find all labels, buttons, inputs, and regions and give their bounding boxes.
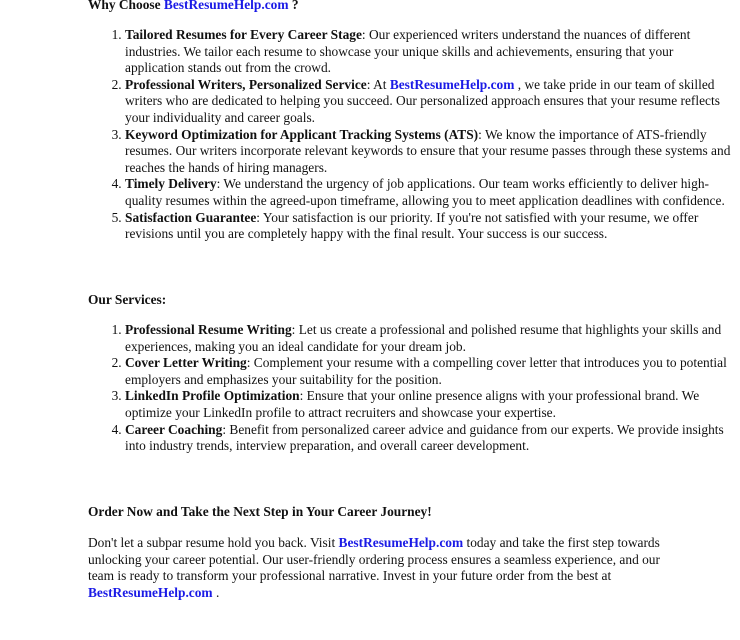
services-heading: Our Services: — [88, 292, 167, 307]
closing-text: . — [212, 584, 220, 600]
order-heading: Order Now and Take the Next Step in Your Career Journey! — [88, 504, 432, 519]
why-item-text: : At — [366, 76, 390, 92]
service-item-term: Professional Resume Writing — [125, 322, 292, 337]
services-list — [88, 322, 735, 455]
brand-link[interactable]: BestResumeHelp.com — [338, 535, 464, 550]
closing-text: today and take the first step towards unlocking your career potential. Our user-friendly ordering process ensures a seamless experience, and our team is ready to transform your professional narrative. Invest in your future order from the best at — [88, 535, 660, 584]
service-item-text: : Complement your resume with a compelling cover letter that introduces you to potential employers and emphasizes your suitability for the position. — [125, 355, 727, 387]
service-item-text: : Benefit from personalized career advice and guidance from our experts. We provide insights into industry trends, interview preparation, and overall career development. — [125, 421, 724, 454]
why-item-term: Timely Delivery — [125, 176, 217, 192]
service-item-term: LinkedIn Profile Optimization — [125, 388, 300, 404]
closing-text: Don't let a subpar resume hold you back. Visit — [88, 535, 339, 550]
why-item-term: Satisfaction Guarantee — [125, 209, 257, 225]
brand-link[interactable]: BestResumeHelp.com — [88, 584, 213, 600]
why-item-delivery — [125, 176, 735, 209]
service-item-term: Cover Letter Writing — [125, 355, 247, 371]
why-choose-list — [88, 27, 735, 243]
service-item-term: Career Coaching — [125, 421, 223, 437]
why-item-term: Professional Writers, Personalized Service — [125, 76, 367, 92]
why-item-term: Tailored Resumes for Every Career Stage — [125, 27, 362, 42]
why-item-text: : We understand the urgency of job applications. Our team works efficiently to deliver high-quality resumes within the agreed-upon timeframe, allowing you to meet application deadlines with confidence. — [125, 176, 725, 208]
why-choose-heading — [88, 0, 299, 13]
why-choose-prefix: Why Choose — [88, 0, 164, 12]
service-item-cover-letter — [125, 355, 735, 388]
why-item-guarantee — [125, 210, 735, 243]
service-item-resume — [125, 322, 735, 355]
why-item-term: Keyword Optimization for Applicant Tracking Systems (ATS) — [125, 126, 479, 142]
service-item-linkedin — [125, 388, 735, 421]
why-choose-suffix: ? — [288, 0, 299, 12]
why-item-keywords — [125, 127, 735, 177]
why-item-tailored — [125, 27, 735, 77]
brand-link[interactable]: BestResumeHelp.com — [163, 0, 289, 12]
closing-paragraph — [88, 535, 688, 601]
service-item-text: : Let us create a professional and polished resume that highlights your skills and experiences, making you an ideal candidate for your dream job. — [125, 322, 722, 354]
why-item-text: , we take pride in our team of skilled writers who are dedicated to helping you succeed. Our personalized approach ensures that your resume reflects your individuality and career goals. — [125, 76, 720, 125]
service-item-coaching — [125, 422, 735, 455]
service-item-text: : Ensure that your online presence aligns with your professional brand. We optimize your LinkedIn profile to attract recruiters and showcase your expertise. — [125, 388, 700, 420]
why-item-text: : Your satisfaction is our priority. If you're not satisfied with your resume, we offer revisions until you are completely happy with the final result. Your success is our success. — [125, 209, 699, 242]
why-item-writers — [125, 77, 735, 127]
why-item-text: : Our experienced writers understand the nuances of different industries. We tailor each resume to showcase your unique skills and achievements, ensuring that your application stands out from the crowd. — [125, 27, 691, 76]
why-item-text: : We know the importance of ATS-friendly resumes. Our writers incorporate relevant keywords to ensure that your resume passes through these systems and reaches the hands of hiring managers. — [125, 126, 731, 175]
brand-link[interactable]: BestResumeHelp.com — [389, 76, 515, 92]
